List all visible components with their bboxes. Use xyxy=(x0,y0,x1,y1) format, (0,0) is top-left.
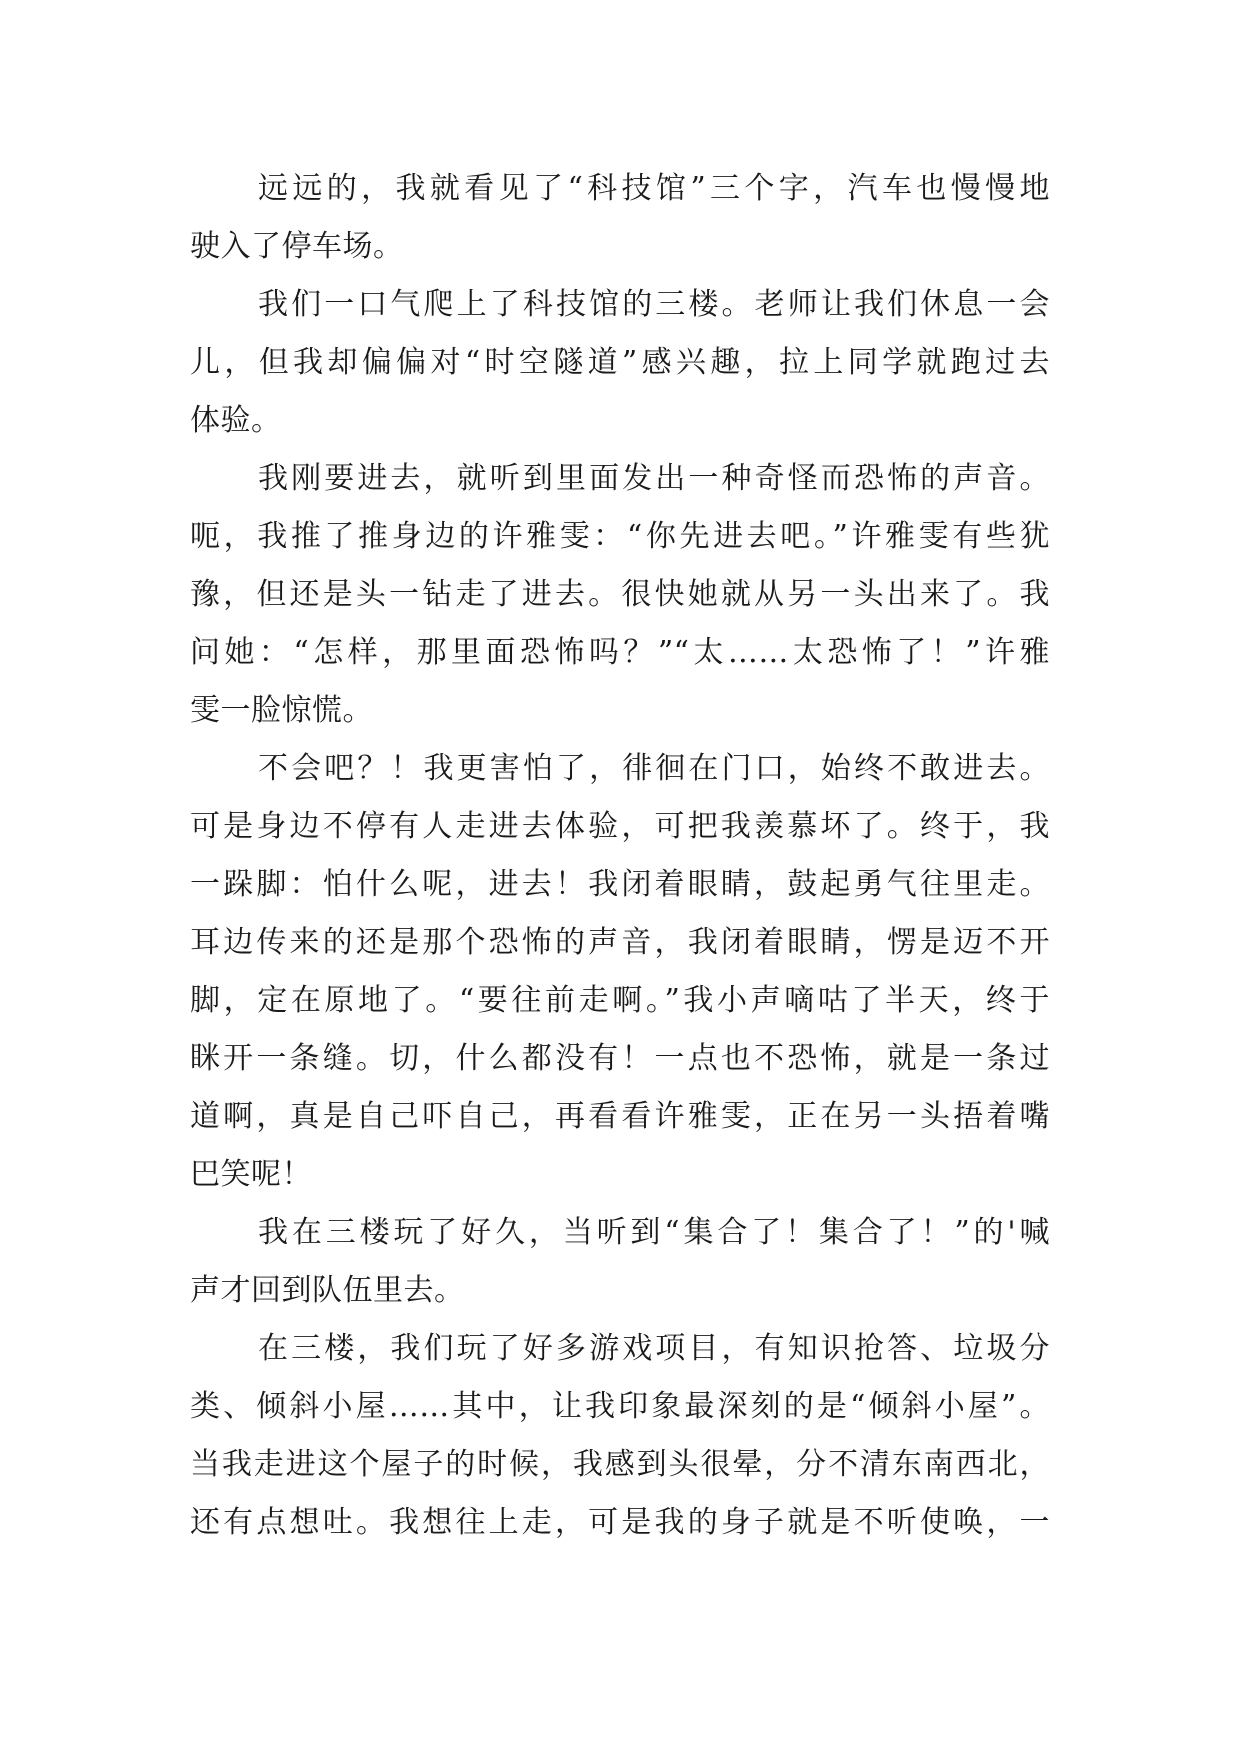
text-line: 脚，定在原地了。“要往前走啊。”我小声嘀咕了半天，终于 xyxy=(190,983,1050,1018)
text-line: 可是身边不停有人走进去体验，可把我羡慕坏了。终于，我 xyxy=(190,809,1050,844)
text-line: 眯开一条缝。切，什么都没有！一点也不恐怖，就是一条过 xyxy=(190,1041,1050,1076)
text-line: 豫，但还是头一钻走了进去。很快她就从另一头出来了。我 xyxy=(190,577,1050,612)
text-line: 我刚要进去，就听到里面发出一种奇怪而恐怖的声音。 xyxy=(258,461,1050,496)
text-line: 体验。 xyxy=(190,403,282,438)
text-line: 当我走进这个屋子的时候，我感到头很晕，分不清东南西北， xyxy=(190,1447,1050,1482)
text-line: 儿，但我却偏偏对“时空隧道”感兴趣，拉上同学就跑过去 xyxy=(190,345,1050,380)
text-line: 我们一口气爬上了科技馆的三楼。老师让我们休息一会 xyxy=(258,287,1050,322)
essay-body xyxy=(190,160,1050,1552)
text-line: 呃，我推了推身边的许雅雯：“你先进去吧。”许雅雯有些犹 xyxy=(190,519,1050,554)
text-line: 耳边传来的还是那个恐怖的声音，我闭着眼睛，愣是迈不开 xyxy=(190,925,1050,960)
text-line: 雯一脸惊慌。 xyxy=(190,693,373,728)
text-line: 我在三楼玩了好久，当听到“集合了！集合了！”的'喊 xyxy=(258,1215,1050,1250)
text-line: 还有点想吐。我想往上走，可是我的身子就是不听使唤，一 xyxy=(190,1505,1050,1540)
text-line: 一跺脚：怕什么呢，进去！我闭着眼睛，鼓起勇气往里走。 xyxy=(190,867,1050,902)
text-line: 道啊，真是自己吓自己，再看看许雅雯，正在另一头捂着嘴 xyxy=(190,1099,1050,1134)
text-line: 类、倾斜小屋……其中，让我印象最深刻的是“倾斜小屋”。 xyxy=(190,1389,1050,1424)
text-line: 在三楼，我们玩了好多游戏项目，有知识抢答、垃圾分 xyxy=(258,1331,1050,1366)
text-line: 问她：“怎样，那里面恐怖吗？”“太……太恐怖了！”许雅 xyxy=(190,635,1050,670)
text-line: 驶入了停车场。 xyxy=(190,229,404,264)
text-line: 远远的，我就看见了“科技馆”三个字，汽车也慢慢地 xyxy=(258,171,1050,206)
text-line: 声才回到队伍里去。 xyxy=(190,1273,465,1308)
text-line: 不会吧？！我更害怕了，徘徊在门口，始终不敢进去。 xyxy=(258,751,1050,786)
text-line: 巴笑呢！ xyxy=(190,1157,312,1192)
